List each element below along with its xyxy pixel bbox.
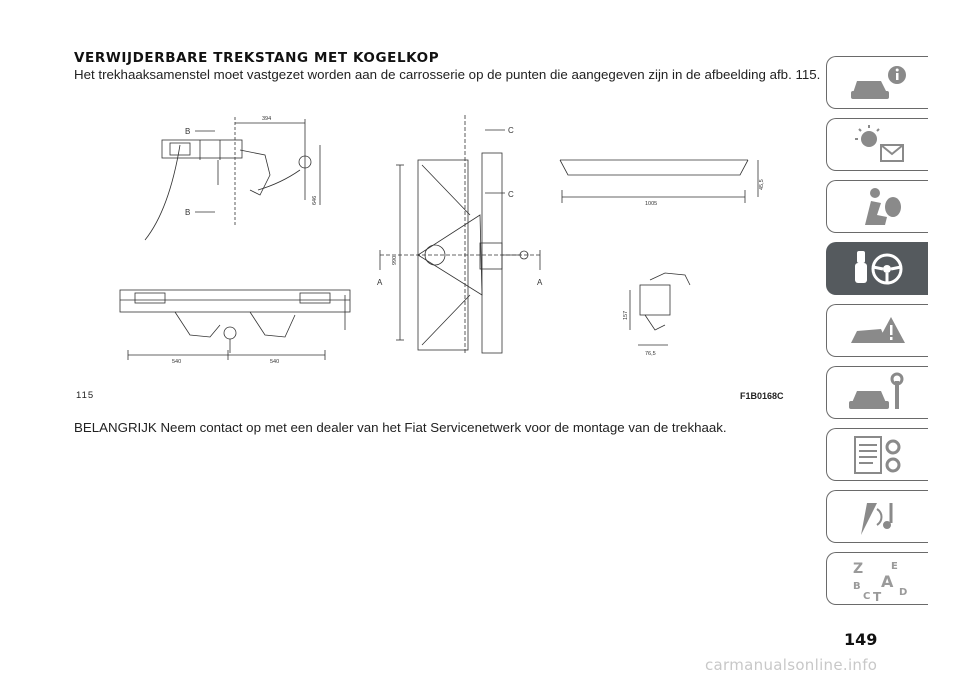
car-warning-icon [847, 309, 909, 353]
dim-394: 394 [262, 116, 272, 122]
dim-540-right: 540 [270, 359, 280, 365]
page-number: 149 [844, 630, 878, 649]
label-c-mid: C [508, 190, 514, 199]
svg-text:A: A [880, 571, 893, 591]
tab-index[interactable] [826, 552, 928, 605]
car-info-icon [847, 61, 909, 105]
dim-45-5: 45,5 [759, 179, 765, 190]
dim-157: 157 [623, 310, 629, 320]
svg-text:B: B [852, 580, 861, 592]
seat-airbag-icon [847, 185, 909, 229]
key-steering-wheel-icon [847, 247, 909, 291]
dim-540-left: 540 [172, 359, 182, 365]
svg-text:Z: Z [852, 560, 863, 577]
label-a-right: A [537, 278, 543, 287]
dim-646: 646 [312, 195, 318, 205]
tab-specs-gear[interactable] [826, 428, 928, 481]
tab-multimedia[interactable] [826, 490, 928, 543]
tab-car-warning[interactable] [826, 304, 928, 357]
label-b-top: B [185, 127, 191, 136]
figure-number: 115 [76, 390, 95, 401]
multimedia-icon [847, 495, 909, 539]
label-b-bottom: B [185, 208, 191, 217]
svg-text:C: C [862, 590, 870, 601]
label-a-left: A [377, 278, 383, 287]
dim-1005: 1005 [645, 201, 658, 207]
dim-990: 990 [392, 255, 398, 265]
section-heading: VERWIJDERBARE TREKSTANG MET KOGELKOP [74, 50, 440, 66]
towbar-technical-drawing [100, 105, 800, 365]
car-wrench-icon [847, 371, 909, 415]
dim-76-5: 76,5 [645, 351, 656, 357]
svg-text:T: T [872, 589, 881, 601]
figure-code: F1B0168C [740, 391, 784, 401]
label-c-top: C [508, 126, 514, 135]
svg-text:E: E [890, 560, 898, 572]
important-notice: BELANGRIJK Neem contact op met een dealer van het Fiat Servicenetwerk voor de montage van de trekhaak. [74, 420, 727, 435]
tab-car-wrench[interactable] [826, 366, 928, 419]
intro-paragraph: Het trekhaaksamenstel moet vastgezet worden aan de carrosserie op de punten die aangegeven zijn in de afbeelding afb. 115. [74, 67, 821, 82]
tab-lights-message[interactable] [826, 118, 928, 171]
tab-key-steering-active[interactable] [826, 242, 928, 295]
svg-text:D: D [898, 586, 907, 598]
specs-gear-icon [847, 433, 909, 477]
tab-car-info[interactable] [826, 56, 928, 109]
index-letters-icon [847, 557, 909, 601]
tab-seat-airbag[interactable] [826, 180, 928, 233]
watermark: carmanualsonline.info [705, 656, 878, 674]
lights-message-icon [847, 123, 909, 167]
